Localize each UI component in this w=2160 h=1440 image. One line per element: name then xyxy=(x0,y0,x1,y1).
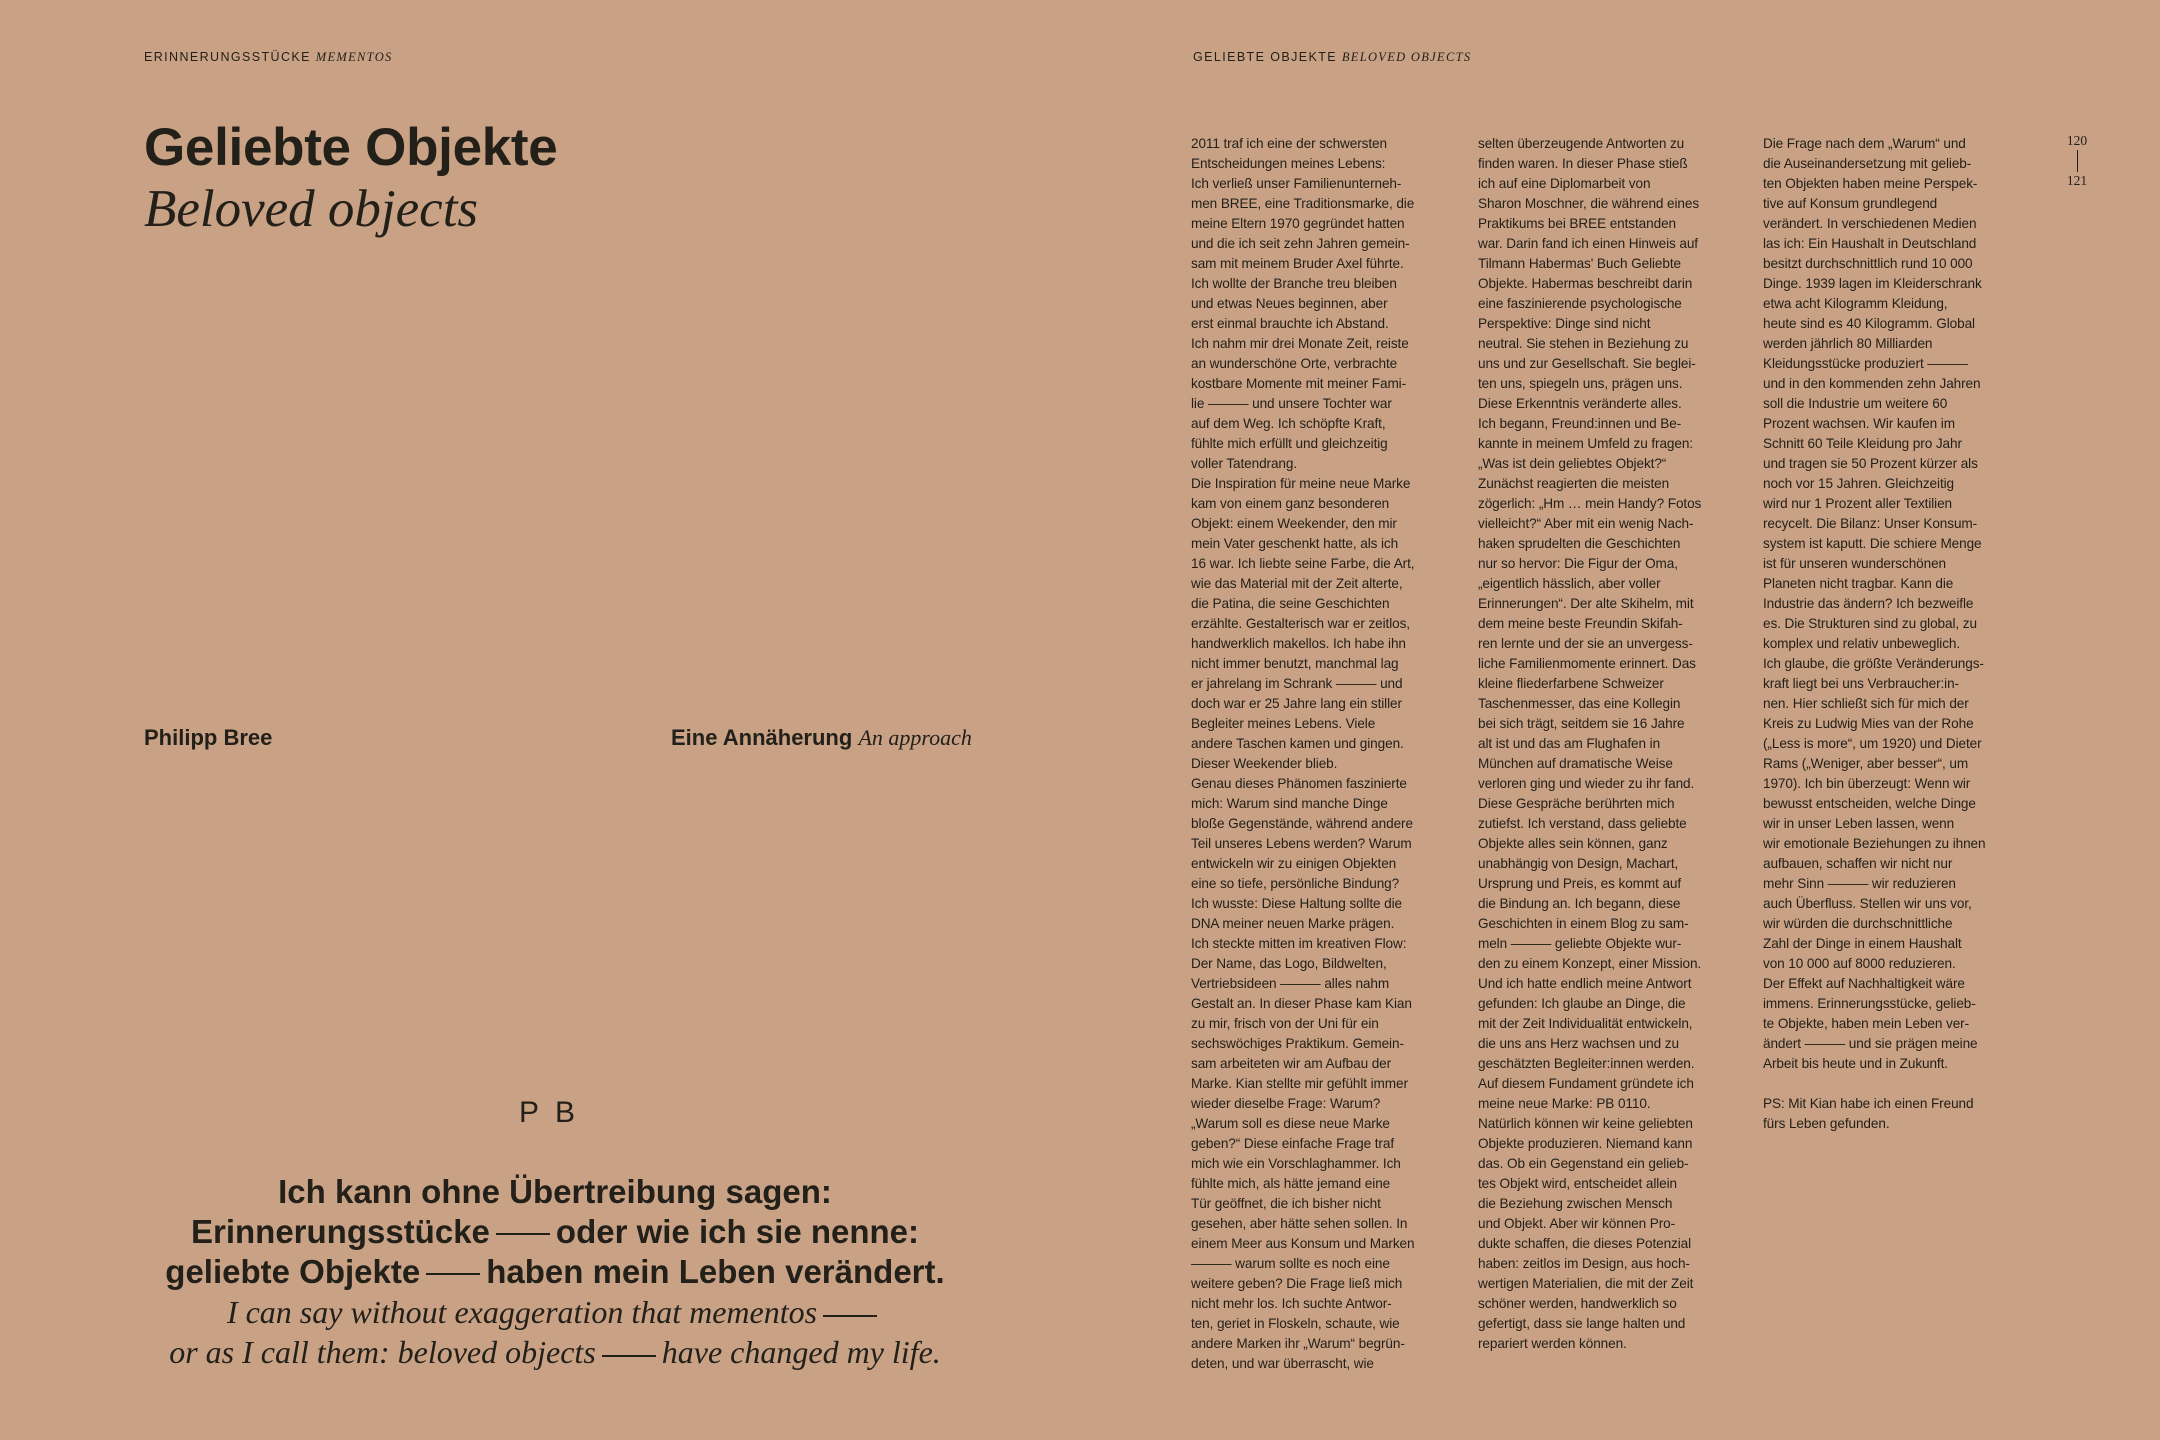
text-line: mich: Warum sind manche Dinge xyxy=(1191,796,1388,811)
text-line: „eigentlich hässlich, aber voller xyxy=(1478,576,1661,591)
text-line: Rams („Weniger, aber besser“, um xyxy=(1763,756,1969,771)
text-line: es. Die Strukturen sind zu global, zu xyxy=(1763,616,1977,631)
text-line: gefertigt, dass sie lange halten und xyxy=(1478,1316,1686,1331)
text-line: PS: Mit Kian habe ich einen Freund xyxy=(1763,1096,1974,1111)
text-line: Ich wollte der Branche treu bleiben xyxy=(1191,276,1397,291)
text-line: Sharon Moschner, die während eines xyxy=(1478,196,1700,211)
text-line: Geschichten in einem Blog zu sam- xyxy=(1478,916,1689,931)
text-line: war. Darin fand ich einen Hinweis auf xyxy=(1478,236,1698,251)
folio-divider xyxy=(2077,150,2078,172)
text-line: er jahrelang im Schrank ——— und xyxy=(1191,676,1403,691)
text-line: verändert. In verschiedenen Medien xyxy=(1763,216,1977,231)
page-title: Geliebte Objekte xyxy=(144,118,558,177)
page-number-left: 120 xyxy=(2066,133,2088,148)
author-name: Philipp Bree xyxy=(144,725,273,750)
text-line: die Bindung an. Ich begann, diese xyxy=(1478,896,1681,911)
text-column-1 xyxy=(1191,134,1451,1374)
text-line: Der Name, das Logo, Bildwelten, xyxy=(1191,956,1387,971)
text-line: noch vor 15 Jahren. Gleichzeitig xyxy=(1763,476,1954,491)
text-line: ten Objekten haben meine Perspek- xyxy=(1763,176,1978,191)
quote-text: geliebte Objekte xyxy=(165,1253,421,1290)
quote-text: oder wie ich sie nenne: xyxy=(555,1213,920,1250)
text-line: Dieser Weekender blieb. xyxy=(1191,756,1338,771)
text-line: sam arbeiteten wir am Aufbau der xyxy=(1191,1056,1392,1071)
text-line: handwerklich makellos. Ich habe ihn xyxy=(1191,636,1406,651)
text-line: Auf diesem Fundament gründete ich xyxy=(1478,1076,1694,1091)
text-line: Ich wusste: Diese Haltung sollte die xyxy=(1191,896,1402,911)
text-line: fühlte mich, als hätte jemand eine xyxy=(1191,1176,1391,1191)
quote-line xyxy=(0,1172,1110,1212)
text-line: die Patina, die seine Geschichten xyxy=(1191,596,1390,611)
text-line: nur so hervor: Die Figur der Oma, xyxy=(1478,556,1678,571)
text-line: men BREE, eine Traditionsmarke, die xyxy=(1191,196,1415,211)
text-line: wie das Material mit der Zeit alterte, xyxy=(1191,576,1403,591)
text-line: recycelt. Die Bilanz: Unser Konsum- xyxy=(1763,516,1978,531)
text-line: Kreis zu Ludwig Mies van der Rohe xyxy=(1763,716,1974,731)
text-line: heute sind es 40 Kilogramm. Global xyxy=(1763,316,1975,331)
text-line: etwa acht Kilogramm Kleidung, xyxy=(1763,296,1948,311)
text-line: Ich verließ unser Familienunterneh- xyxy=(1191,176,1402,191)
text-column-3 xyxy=(1763,134,2023,1134)
text-line: Praktikums bei BREE entstanden xyxy=(1478,216,1676,231)
text-line: komplex und relativ unbeweglich. xyxy=(1763,636,1961,651)
text-line: erzählte. Gestalterisch war er zeitlos, xyxy=(1191,616,1410,631)
monogram-logo: PB xyxy=(518,1096,592,1129)
text-line: die Auseinandersetzung mit gelieb- xyxy=(1763,156,1972,171)
text-line: bewusst entscheiden, welche Dinge xyxy=(1763,796,1976,811)
quote-text: Ich kann ohne Übertreibung sagen: xyxy=(278,1173,832,1210)
text-line: und tragen sie 50 Prozent kürzer als xyxy=(1763,456,1978,471)
text-line: ten, geriet in Floskeln, schaute, wie xyxy=(1191,1316,1400,1331)
text-line: dukte schaffen, die dieses Potenzial xyxy=(1478,1236,1692,1251)
text-line: liche Familienmomente erinnert. Das xyxy=(1478,656,1696,671)
text-line: den zu einem Konzept, einer Mission. xyxy=(1478,956,1702,971)
text-line: dem meine beste Freundin Skifah- xyxy=(1478,616,1683,631)
running-head-left xyxy=(144,50,393,65)
text-line: haken sprudelten die Geschichten xyxy=(1478,536,1681,551)
text-line: ren lernte und der sie an unvergess- xyxy=(1478,636,1693,651)
right-page xyxy=(1080,0,2160,1440)
text-line: fürs Leben gefunden. xyxy=(1763,1116,1890,1131)
text-line: 2011 traf ich eine der schwersten xyxy=(1191,136,1387,151)
text-line: Zunächst reagierten die meisten xyxy=(1478,476,1670,491)
quote-text: have changed my life. xyxy=(661,1334,941,1370)
text-line: eine so tiefe, persönliche Bindung? xyxy=(1191,876,1400,891)
text-line: zögerlich: „Hm … mein Handy? Fotos xyxy=(1478,496,1702,511)
text-line: Kleidungsstücke produziert ——— xyxy=(1763,356,1968,371)
text-line: Zahl der Dinge in einem Haushalt xyxy=(1763,936,1962,951)
quote-text: Erinnerungsstücke xyxy=(190,1213,490,1250)
text-line: Ich begann, Freund:innen und Be- xyxy=(1478,416,1682,431)
subtitle-de: Eine Annäherung xyxy=(671,725,853,750)
text-line: zu mir, frisch von der Uni für ein xyxy=(1191,1016,1379,1031)
text-line: Prozent wachsen. Wir kaufen im xyxy=(1763,416,1955,431)
text-line: Dinge. 1939 lagen im Kleiderschrank xyxy=(1763,276,1982,291)
text-line: tes Objekt wird, entscheidet allein xyxy=(1478,1176,1677,1191)
title-block xyxy=(144,116,557,238)
quote-line xyxy=(0,1252,1110,1292)
running-head-de: ERINNERUNGSSTÜCKE xyxy=(144,50,311,64)
text-line: system ist kaputt. Die schiere Menge xyxy=(1763,536,1982,551)
text-line: München auf dramatische Weise xyxy=(1478,756,1673,771)
text-line: schöner werden, handwerklich so xyxy=(1478,1296,1677,1311)
text-line: ——— warum sollte es noch eine xyxy=(1191,1256,1390,1271)
text-line: wir würden die durchschnittliche xyxy=(1763,916,1953,931)
text-line: das. Ob ein Gegenstand ein gelieb- xyxy=(1478,1156,1689,1171)
running-head-de: GELIEBTE OBJEKTE xyxy=(1193,50,1337,64)
page-number-right: 121 xyxy=(2066,173,2088,188)
text-line: Natürlich können wir keine geliebten xyxy=(1478,1116,1693,1131)
text-line: von 10 000 auf 8000 reduzieren. xyxy=(1763,956,1956,971)
em-dash-rule xyxy=(426,1273,480,1275)
text-line: finden waren. In dieser Phase stieß xyxy=(1478,156,1688,171)
text-line: Taschenmesser, das eine Kollegin xyxy=(1478,696,1681,711)
column-3-body xyxy=(1763,134,2023,1074)
text-line: Ursprung und Preis, es kommt auf xyxy=(1478,876,1682,891)
text-line: Ich glaube, die größte Veränderungs- xyxy=(1763,656,1984,671)
running-head-en: BELOVED OBJECTS xyxy=(1341,50,1472,64)
text-line: Ich nahm mir drei Monate Zeit, reiste xyxy=(1191,336,1409,351)
text-line: andere Taschen kamen und gingen. xyxy=(1191,736,1404,751)
text-line: 1970). Ich bin überzeugt: Wenn wir xyxy=(1763,776,1971,791)
page-title-translation: Beloved objects xyxy=(144,180,479,238)
text-line: te Objekte, haben mein Leben ver- xyxy=(1763,1016,1970,1031)
text-line: gesehen, aber hätte sehen sollen. In xyxy=(1191,1216,1408,1231)
text-line: Objekte. Habermas beschreibt darin xyxy=(1478,276,1693,291)
text-line: eine faszinierende psychologische xyxy=(1478,296,1682,311)
text-line: selten überzeugende Antworten zu xyxy=(1478,136,1685,151)
subtitle-en: An approach xyxy=(858,725,972,750)
text-line: erst einmal brauchte ich Abstand. xyxy=(1191,316,1389,331)
text-line: Begleiter meines Lebens. Viele xyxy=(1191,716,1376,731)
text-line: Entscheidungen meines Lebens: xyxy=(1191,156,1386,171)
text-line: deten, und war überrascht, wie xyxy=(1191,1356,1374,1371)
text-line: gefunden: Ich glaube an Dinge, die xyxy=(1478,996,1686,1011)
running-head-right xyxy=(1193,50,1471,65)
em-dash-rule xyxy=(496,1233,550,1235)
text-line: Teil unseres Lebens werden? Warum xyxy=(1191,836,1412,851)
text-line: zutiefst. Ich verstand, dass geliebte xyxy=(1478,816,1687,831)
text-line: Gestalt an. In dieser Phase kam Kian xyxy=(1191,996,1412,1011)
text-line: las ich: Ein Haushalt in Deutschland xyxy=(1763,236,1977,251)
text-line: weitere geben? Die Frage ließ mich xyxy=(1191,1276,1403,1291)
text-line: kannte in meinem Umfeld zu fragen: xyxy=(1478,436,1693,451)
text-line: mich wie ein Vorschlaghammer. Ich xyxy=(1191,1156,1401,1171)
text-line: „Warum soll es diese neue Marke xyxy=(1191,1116,1390,1131)
text-line: die Beziehung zwischen Mensch xyxy=(1478,1196,1673,1211)
text-line: wir in unser Leben lassen, wenn xyxy=(1763,816,1955,831)
text-line: bloße Gegenstände, während andere xyxy=(1191,816,1413,831)
text-line: voller Tatendrang. xyxy=(1191,456,1298,471)
text-line: Marke. Kian stellte mir gefühlt immer xyxy=(1191,1076,1408,1091)
text-line: sam mit meinem Bruder Axel führte. xyxy=(1191,256,1404,271)
text-line: mit der Zeit Individualität entwickeln, xyxy=(1478,1016,1693,1031)
text-line: nen. Hier schließt sich für mich der xyxy=(1763,696,1969,711)
text-line: ten uns, spiegeln uns, prägen uns. xyxy=(1478,376,1683,391)
text-line: Und ich hatte endlich meine Antwort xyxy=(1478,976,1692,991)
text-line: („Less is more“, um 1920) und Dieter xyxy=(1763,736,1982,751)
text-line: Der Effekt auf Nachhaltigkeit wäre xyxy=(1763,976,1965,991)
quote-line-translation xyxy=(0,1292,1110,1332)
text-line: haben: zeitlos im Design, aus hoch- xyxy=(1478,1256,1690,1271)
text-line: meln ——— geliebte Objekte wur- xyxy=(1478,936,1682,951)
text-line: kostbare Momente mit meiner Fami- xyxy=(1191,376,1407,391)
text-line: Die Frage nach dem „Warum“ und xyxy=(1763,136,1966,151)
postscript xyxy=(1763,1094,2023,1134)
text-line: mein Vater geschenkt hatte, als ich xyxy=(1191,536,1399,551)
text-line: ist für unseren wunderschönen xyxy=(1763,556,1946,571)
text-line: Perspektive: Dinge sind nicht xyxy=(1478,316,1651,331)
text-line: doch war er 25 Jahre lang ein stiller xyxy=(1191,696,1402,711)
text-line: nicht immer benutzt, manchmal lag xyxy=(1191,656,1399,671)
text-line: meine Eltern 1970 gegründet hatten xyxy=(1191,216,1405,231)
text-line: einem Meer aus Konsum und Marken xyxy=(1191,1236,1415,1251)
paragraph-gap xyxy=(1763,1074,2023,1094)
text-line: unabhängig von Design, Machart, xyxy=(1478,856,1679,871)
text-line: geben?“ Diese einfache Frage traf xyxy=(1191,1136,1394,1151)
text-line: wieder dieselbe Frage: Warum? xyxy=(1191,1096,1381,1111)
em-dash-rule xyxy=(602,1355,656,1357)
text-line: Genau dieses Phänomen faszinierte xyxy=(1191,776,1407,791)
text-line: lie ——— und unsere Tochter war xyxy=(1191,396,1392,411)
text-line: nicht mehr los. Ich suchte Antwor- xyxy=(1191,1296,1392,1311)
text-line: ändert ——— und sie prägen meine xyxy=(1763,1036,1978,1051)
text-line: Schnitt 60 Teile Kleidung pro Jahr xyxy=(1763,436,1962,451)
text-line: wird nur 1 Prozent aller Textilien xyxy=(1763,496,1953,511)
quote-line-translation xyxy=(0,1332,1110,1372)
quote-text: or as I call them: beloved objects xyxy=(169,1334,596,1370)
text-line: repariert werden können. xyxy=(1478,1336,1627,1351)
text-line: kam von einem ganz besonderen xyxy=(1191,496,1390,511)
subtitle xyxy=(671,725,972,751)
text-line: Die Inspiration für meine neue Marke xyxy=(1191,476,1411,491)
text-line: Vertriebsideen ——— alles nahm xyxy=(1191,976,1390,991)
text-line: Objekte produzieren. Niemand kann xyxy=(1478,1136,1693,1151)
text-line: und die ich seit zehn Jahren gemein- xyxy=(1191,236,1410,251)
text-line: „Was ist dein geliebtes Objekt?“ xyxy=(1478,456,1667,471)
text-line: Diese Gespräche berührten mich xyxy=(1478,796,1675,811)
text-line: Ich steckte mitten im kreativen Flow: xyxy=(1191,936,1407,951)
text-line: fühlte mich erfüllt und gleichzeitig xyxy=(1191,436,1388,451)
text-line: und etwas Neues beginnen, aber xyxy=(1191,296,1388,311)
page-numbers xyxy=(2062,133,2092,189)
quote-text: haben mein Leben verändert. xyxy=(486,1253,945,1290)
text-line: wertigen Materialien, die mit der Zeit xyxy=(1478,1276,1694,1291)
text-line: kleine fliederfarbene Schweizer xyxy=(1478,676,1664,691)
text-line: mehr Sinn ——— wir reduzieren xyxy=(1763,876,1956,891)
text-column-2 xyxy=(1478,134,1738,1354)
text-line: Arbeit bis heute und in Zukunft. xyxy=(1763,1056,1948,1071)
text-line: kraft liegt bei uns Verbraucher:in- xyxy=(1763,676,1959,691)
text-line: Industrie das ändern? Ich bezweifle xyxy=(1763,596,1974,611)
text-line: die uns ans Herz wachsen und zu xyxy=(1478,1036,1679,1051)
text-line: geschätzten Begleiter:innen werden. xyxy=(1478,1056,1695,1071)
text-line: ich auf eine Diplomarbeit von xyxy=(1478,176,1651,191)
text-line: an wunderschöne Orte, verbrachte xyxy=(1191,356,1398,371)
pull-quote xyxy=(0,1172,1110,1372)
text-line: Objekt: einem Weekender, den mir xyxy=(1191,516,1397,531)
quote-line xyxy=(0,1212,1110,1252)
text-line: 16 war. Ich liebte seine Farbe, die Art, xyxy=(1191,556,1415,571)
text-line: auch Überfluss. Stellen wir uns vor, xyxy=(1763,896,1972,911)
text-line: aufbauen, schaffen wir nicht nur xyxy=(1763,856,1953,871)
text-line: alt ist und das am Flughafen in xyxy=(1478,736,1661,751)
text-line: DNA meiner neuen Marke prägen. xyxy=(1191,916,1395,931)
text-line: und Objekt. Aber wir können Pro- xyxy=(1478,1216,1676,1231)
text-line: immens. Erinnerungsstücke, gelieb- xyxy=(1763,996,1976,1011)
text-line: Objekte alles sein können, ganz xyxy=(1478,836,1668,851)
text-line: Erinnerungen“. Der alte Skihelm, mit xyxy=(1478,596,1694,611)
text-line: werden jährlich 80 Milliarden xyxy=(1763,336,1933,351)
text-line: und in den kommenden zehn Jahren xyxy=(1763,376,1981,391)
text-line: vielleicht?“ Aber mit ein wenig Nach- xyxy=(1478,516,1694,531)
text-line: Tür geöffnet, die ich bisher nicht xyxy=(1191,1196,1381,1211)
text-line: sechswöchiges Praktikum. Gemein- xyxy=(1191,1036,1404,1051)
text-line: meine neue Marke: PB 0110. xyxy=(1478,1096,1651,1111)
text-line: entwickeln wir zu einigen Objekten xyxy=(1191,856,1397,871)
text-line: uns und zur Gesellschaft. Sie beglei- xyxy=(1478,356,1696,371)
text-line: wir emotionale Beziehungen zu ihnen xyxy=(1763,836,1986,851)
text-line: soll die Industrie um weitere 60 xyxy=(1763,396,1948,411)
text-line: Planeten nicht tragbar. Kann die xyxy=(1763,576,1954,591)
text-line: tive auf Konsum grundlegend xyxy=(1763,196,1938,211)
em-dash-rule xyxy=(823,1315,877,1317)
quote-text: I can say without exaggeration that mementos xyxy=(226,1294,818,1330)
text-line: besitzt durchschnittlich rund 10 000 xyxy=(1763,256,1973,271)
text-line: auf dem Weg. Ich schöpfte Kraft, xyxy=(1191,416,1386,431)
text-line: Tilmann Habermas' Buch Geliebte xyxy=(1478,256,1681,271)
text-line: neutral. Sie stehen in Beziehung zu xyxy=(1478,336,1689,351)
text-line: bei sich trägt, seitdem sie 16 Jahre xyxy=(1478,716,1685,731)
text-line: verloren ging und wieder zu ihr fand. xyxy=(1478,776,1695,791)
text-line: andere Marken ihr „Warum“ begrün- xyxy=(1191,1336,1405,1351)
text-line: Diese Erkenntnis veränderte alles. xyxy=(1478,396,1682,411)
running-head-en: MEMENTOS xyxy=(315,50,393,64)
